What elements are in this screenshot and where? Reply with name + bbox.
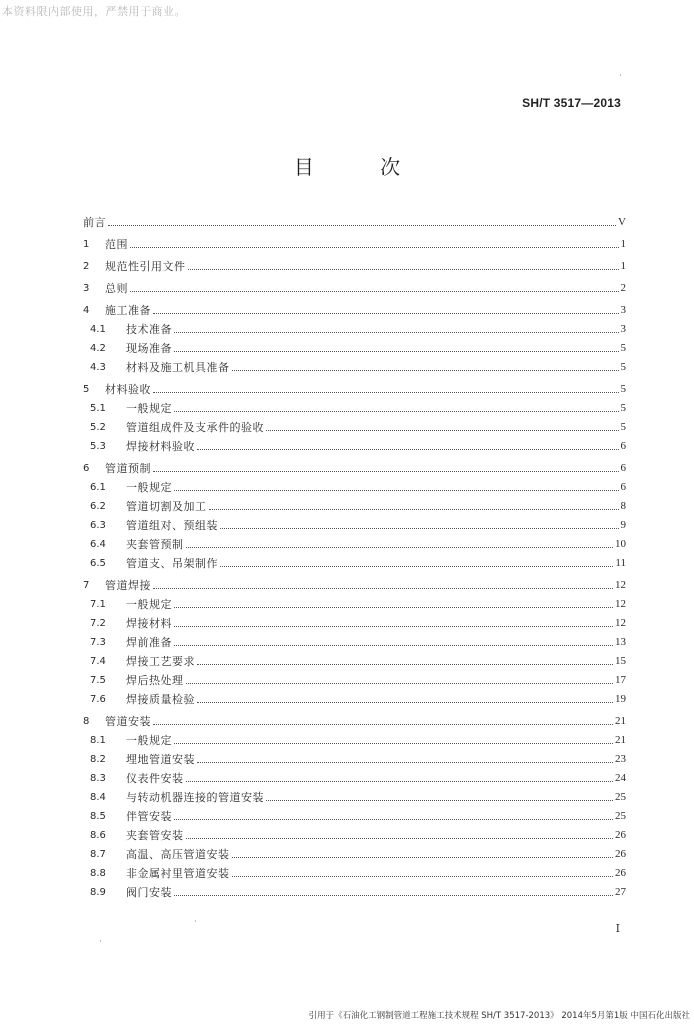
toc-entry-number: 8 bbox=[83, 716, 90, 727]
toc-leader-dots bbox=[174, 606, 613, 608]
toc-entry-page: 5 bbox=[620, 383, 626, 395]
toc-entry-page: V bbox=[618, 216, 626, 228]
toc-entry-page: 21 bbox=[615, 715, 626, 727]
toc-entry-page: 1 bbox=[620, 260, 626, 272]
toc-chapter-entry bbox=[83, 377, 626, 396]
toc-entry-page: 13 bbox=[615, 636, 626, 648]
toc-leader-dots bbox=[153, 587, 613, 589]
toc-chapter-entry bbox=[83, 709, 626, 728]
toc-entry-number: 7.4 bbox=[90, 656, 106, 667]
scan-speck bbox=[100, 940, 101, 942]
toc-entry-page: 9 bbox=[620, 519, 626, 531]
toc-section-entry bbox=[83, 551, 626, 570]
toc-entry-page: 26 bbox=[615, 867, 626, 879]
toc-leader-dots bbox=[174, 894, 613, 896]
toc-entry-number: 7.5 bbox=[90, 675, 106, 686]
toc-section-entry bbox=[83, 396, 626, 415]
toc-leader-dots bbox=[186, 780, 614, 782]
toc-entry-page: 6 bbox=[620, 462, 626, 474]
toc-chapter-entry bbox=[83, 573, 626, 592]
toc-entry-number: 4 bbox=[83, 305, 90, 316]
toc-chapter-entry bbox=[83, 254, 626, 273]
toc-section-entry bbox=[83, 434, 626, 453]
toc-entry-number: 1 bbox=[83, 239, 90, 250]
toc-entry-number: 8.7 bbox=[90, 849, 106, 860]
toc-entry-page: 5 bbox=[620, 342, 626, 354]
toc-entry-number: 6.3 bbox=[90, 520, 106, 531]
toc-entry-label: 焊接材料验收 bbox=[126, 440, 195, 453]
toc-section-entry bbox=[83, 842, 626, 861]
toc-entry-page: 26 bbox=[615, 829, 626, 841]
toc-section-entry bbox=[83, 747, 626, 766]
toc-entry-page: 21 bbox=[615, 734, 626, 746]
toc-entry-label: 夹套管安装 bbox=[126, 829, 184, 842]
toc-leader-dots bbox=[108, 224, 616, 226]
toc-leader-dots bbox=[174, 625, 613, 627]
toc-leader-dots bbox=[266, 799, 613, 801]
toc-entry-label: 管道组对、预组装 bbox=[126, 519, 218, 532]
toc-entry-label: 管道组成件及支承件的验收 bbox=[126, 421, 264, 434]
toc-leader-dots bbox=[186, 837, 614, 839]
toc-entry-number: 6.2 bbox=[90, 501, 106, 512]
toc-entry-number: 5.1 bbox=[90, 403, 106, 414]
toc-entry-number: 5.2 bbox=[90, 422, 106, 433]
toc-entry-page: 23 bbox=[615, 753, 626, 765]
toc-section-entry bbox=[83, 513, 626, 532]
toc-entry-page: 27 bbox=[615, 886, 626, 898]
toc-leader-dots bbox=[174, 644, 613, 646]
toc-entry-label: 仪表件安装 bbox=[126, 772, 184, 785]
toc-section-entry bbox=[83, 611, 626, 630]
toc-entry-label: 总则 bbox=[105, 282, 128, 295]
toc-chapter-entry bbox=[83, 232, 626, 251]
scan-speck bbox=[195, 920, 196, 922]
toc-entry-label: 埋地管道安装 bbox=[126, 753, 195, 766]
toc-leader-dots bbox=[174, 350, 619, 352]
toc-entry-number: 7.1 bbox=[90, 599, 106, 610]
toc-entry-number: 4.3 bbox=[90, 362, 106, 373]
toc-leader-dots bbox=[130, 246, 619, 248]
toc-leader-dots bbox=[174, 818, 613, 820]
toc-leader-dots bbox=[220, 527, 619, 529]
toc-leader-dots bbox=[220, 565, 613, 567]
toc-section-entry bbox=[83, 532, 626, 551]
toc-leader-dots bbox=[186, 546, 614, 548]
toc-entry-number: 8.6 bbox=[90, 830, 106, 841]
toc-section-entry bbox=[83, 630, 626, 649]
toc-entry-label: 规范性引用文件 bbox=[105, 260, 186, 273]
toc-section-entry bbox=[83, 804, 626, 823]
toc-leader-dots bbox=[188, 268, 619, 270]
watermark-text: 本资料限内部使用，严禁用于商业。 bbox=[2, 5, 186, 18]
toc-leader-dots bbox=[197, 761, 613, 763]
toc-entry-label: 与转动机器连接的管道安装 bbox=[126, 791, 264, 804]
toc-leader-dots bbox=[174, 410, 619, 412]
toc-entry-label: 现场准备 bbox=[126, 342, 172, 355]
toc-entry-number: 2 bbox=[83, 261, 90, 272]
toc-entry-label: 一般规定 bbox=[126, 734, 172, 747]
toc-entry-number: 6.4 bbox=[90, 539, 106, 550]
toc-entry-page: 8 bbox=[620, 500, 626, 512]
toc-entry-page: 25 bbox=[615, 810, 626, 822]
toc-entry-number: 3 bbox=[83, 283, 90, 294]
table-of-contents bbox=[83, 207, 626, 899]
page-number: I bbox=[615, 922, 620, 935]
scan-speck bbox=[620, 74, 621, 76]
toc-leader-dots bbox=[153, 470, 619, 472]
toc-leader-dots bbox=[153, 312, 619, 314]
toc-entry-page: 3 bbox=[620, 323, 626, 335]
toc-section-entry bbox=[83, 317, 626, 336]
toc-entry-page: 12 bbox=[615, 617, 626, 629]
toc-entry-number: 8.5 bbox=[90, 811, 106, 822]
toc-section-entry bbox=[83, 785, 626, 804]
toc-entry-number: 5 bbox=[83, 384, 90, 395]
toc-entry-page: 12 bbox=[615, 579, 626, 591]
toc-entry-label: 管道预制 bbox=[105, 462, 151, 475]
toc-section-entry bbox=[83, 668, 626, 687]
toc-entry-number: 8.8 bbox=[90, 868, 106, 879]
toc-entry-label: 阀门安装 bbox=[126, 886, 172, 899]
toc-entry-page: 5 bbox=[620, 421, 626, 433]
toc-entry-number: 6.5 bbox=[90, 558, 106, 569]
toc-entry-page: 2 bbox=[620, 282, 626, 294]
toc-chapter-entry bbox=[83, 298, 626, 317]
toc-entry-page: 12 bbox=[615, 598, 626, 610]
toc-leader-dots bbox=[266, 429, 619, 431]
toc-section-entry bbox=[83, 728, 626, 747]
toc-section-entry bbox=[83, 475, 626, 494]
toc-entry-label: 技术准备 bbox=[126, 323, 172, 336]
toc-chapter-entry bbox=[83, 276, 626, 295]
toc-entry-label: 焊后热处理 bbox=[126, 674, 184, 687]
toc-entry-label: 非金属衬里管道安装 bbox=[126, 867, 230, 880]
toc-leader-dots bbox=[174, 742, 613, 744]
toc-entry-page: 26 bbox=[615, 848, 626, 860]
toc-entry-label: 焊接质量检验 bbox=[126, 693, 195, 706]
toc-entry-label: 材料验收 bbox=[105, 383, 151, 396]
toc-section-entry bbox=[83, 861, 626, 880]
toc-entry-label: 夹套管预制 bbox=[126, 538, 184, 551]
citation-footer: 引用于《石油化工钢制管道工程施工技术规程 SH/T 3517-2013》 2014年5月第1版 中国石化出版社 bbox=[308, 1011, 690, 1021]
toc-entry-page: 25 bbox=[615, 791, 626, 803]
toc-leader-dots bbox=[153, 391, 619, 393]
toc-chapter-entry bbox=[83, 210, 626, 229]
toc-entry-page: 5 bbox=[620, 402, 626, 414]
toc-entry-page: 3 bbox=[620, 304, 626, 316]
toc-entry-number: 7.3 bbox=[90, 637, 106, 648]
toc-entry-label: 焊接材料 bbox=[126, 617, 172, 630]
toc-entry-number: 7 bbox=[83, 580, 90, 591]
toc-entry-label: 一般规定 bbox=[126, 598, 172, 611]
toc-entry-page: 6 bbox=[620, 440, 626, 452]
toc-entry-page: 1 bbox=[620, 238, 626, 250]
toc-entry-number: 8.3 bbox=[90, 773, 106, 784]
toc-entry-label: 材料及施工机具准备 bbox=[126, 361, 230, 374]
toc-entry-label: 管道支、吊架制作 bbox=[126, 557, 218, 570]
toc-leader-dots bbox=[174, 331, 619, 333]
toc-entry-label: 施工准备 bbox=[105, 304, 151, 317]
toc-section-entry bbox=[83, 649, 626, 668]
toc-entry-page: 10 bbox=[615, 538, 626, 550]
toc-entry-page: 6 bbox=[620, 481, 626, 493]
toc-leader-dots bbox=[174, 489, 619, 491]
toc-entry-number: 5.3 bbox=[90, 441, 106, 452]
toc-section-entry bbox=[83, 823, 626, 842]
toc-entry-number: 8.1 bbox=[90, 735, 106, 746]
page-title: 目 次 bbox=[293, 155, 431, 179]
toc-leader-dots bbox=[153, 723, 613, 725]
toc-section-entry bbox=[83, 494, 626, 513]
toc-section-entry bbox=[83, 766, 626, 785]
toc-entry-number: 7.6 bbox=[90, 694, 106, 705]
toc-entry-label: 焊前准备 bbox=[126, 636, 172, 649]
toc-entry-label: 焊接工艺要求 bbox=[126, 655, 195, 668]
toc-leader-dots bbox=[197, 701, 613, 703]
toc-entry-label: 管道安装 bbox=[105, 715, 151, 728]
toc-leader-dots bbox=[130, 290, 619, 292]
toc-leader-dots bbox=[232, 856, 614, 858]
toc-entry-label: 管道焊接 bbox=[105, 579, 151, 592]
toc-entry-label: 高温、高压管道安装 bbox=[126, 848, 230, 861]
toc-entry-number: 6.1 bbox=[90, 482, 106, 493]
toc-leader-dots bbox=[209, 508, 619, 510]
standard-code: SH/T 3517—2013 bbox=[522, 96, 621, 110]
toc-entry-page: 11 bbox=[615, 557, 626, 569]
toc-entry-number: 4.1 bbox=[90, 324, 106, 335]
toc-entry-label: 一般规定 bbox=[126, 481, 172, 494]
toc-chapter-entry bbox=[83, 456, 626, 475]
toc-entry-page: 15 bbox=[615, 655, 626, 667]
toc-entry-label: 范围 bbox=[105, 238, 128, 251]
toc-entry-number: 6 bbox=[83, 463, 90, 474]
toc-section-entry bbox=[83, 687, 626, 706]
toc-section-entry bbox=[83, 592, 626, 611]
toc-entry-label: 前言 bbox=[83, 216, 106, 229]
toc-entry-number: 8.9 bbox=[90, 887, 106, 898]
toc-leader-dots bbox=[232, 875, 614, 877]
toc-section-entry bbox=[83, 355, 626, 374]
toc-section-entry bbox=[83, 880, 626, 899]
toc-leader-dots bbox=[186, 682, 614, 684]
toc-entry-label: 伴管安装 bbox=[126, 810, 172, 823]
toc-entry-label: 一般规定 bbox=[126, 402, 172, 415]
toc-leader-dots bbox=[197, 448, 619, 450]
toc-leader-dots bbox=[232, 369, 619, 371]
toc-entry-page: 19 bbox=[615, 693, 626, 705]
toc-section-entry bbox=[83, 336, 626, 355]
toc-entry-page: 5 bbox=[620, 361, 626, 373]
toc-entry-label: 管道切割及加工 bbox=[126, 500, 207, 513]
toc-section-entry bbox=[83, 415, 626, 434]
toc-entry-number: 7.2 bbox=[90, 618, 106, 629]
toc-entry-page: 24 bbox=[615, 772, 626, 784]
toc-entry-page: 17 bbox=[615, 674, 626, 686]
toc-leader-dots bbox=[197, 663, 613, 665]
toc-entry-number: 8.2 bbox=[90, 754, 106, 765]
toc-entry-number: 4.2 bbox=[90, 343, 106, 354]
toc-entry-number: 8.4 bbox=[90, 792, 106, 803]
